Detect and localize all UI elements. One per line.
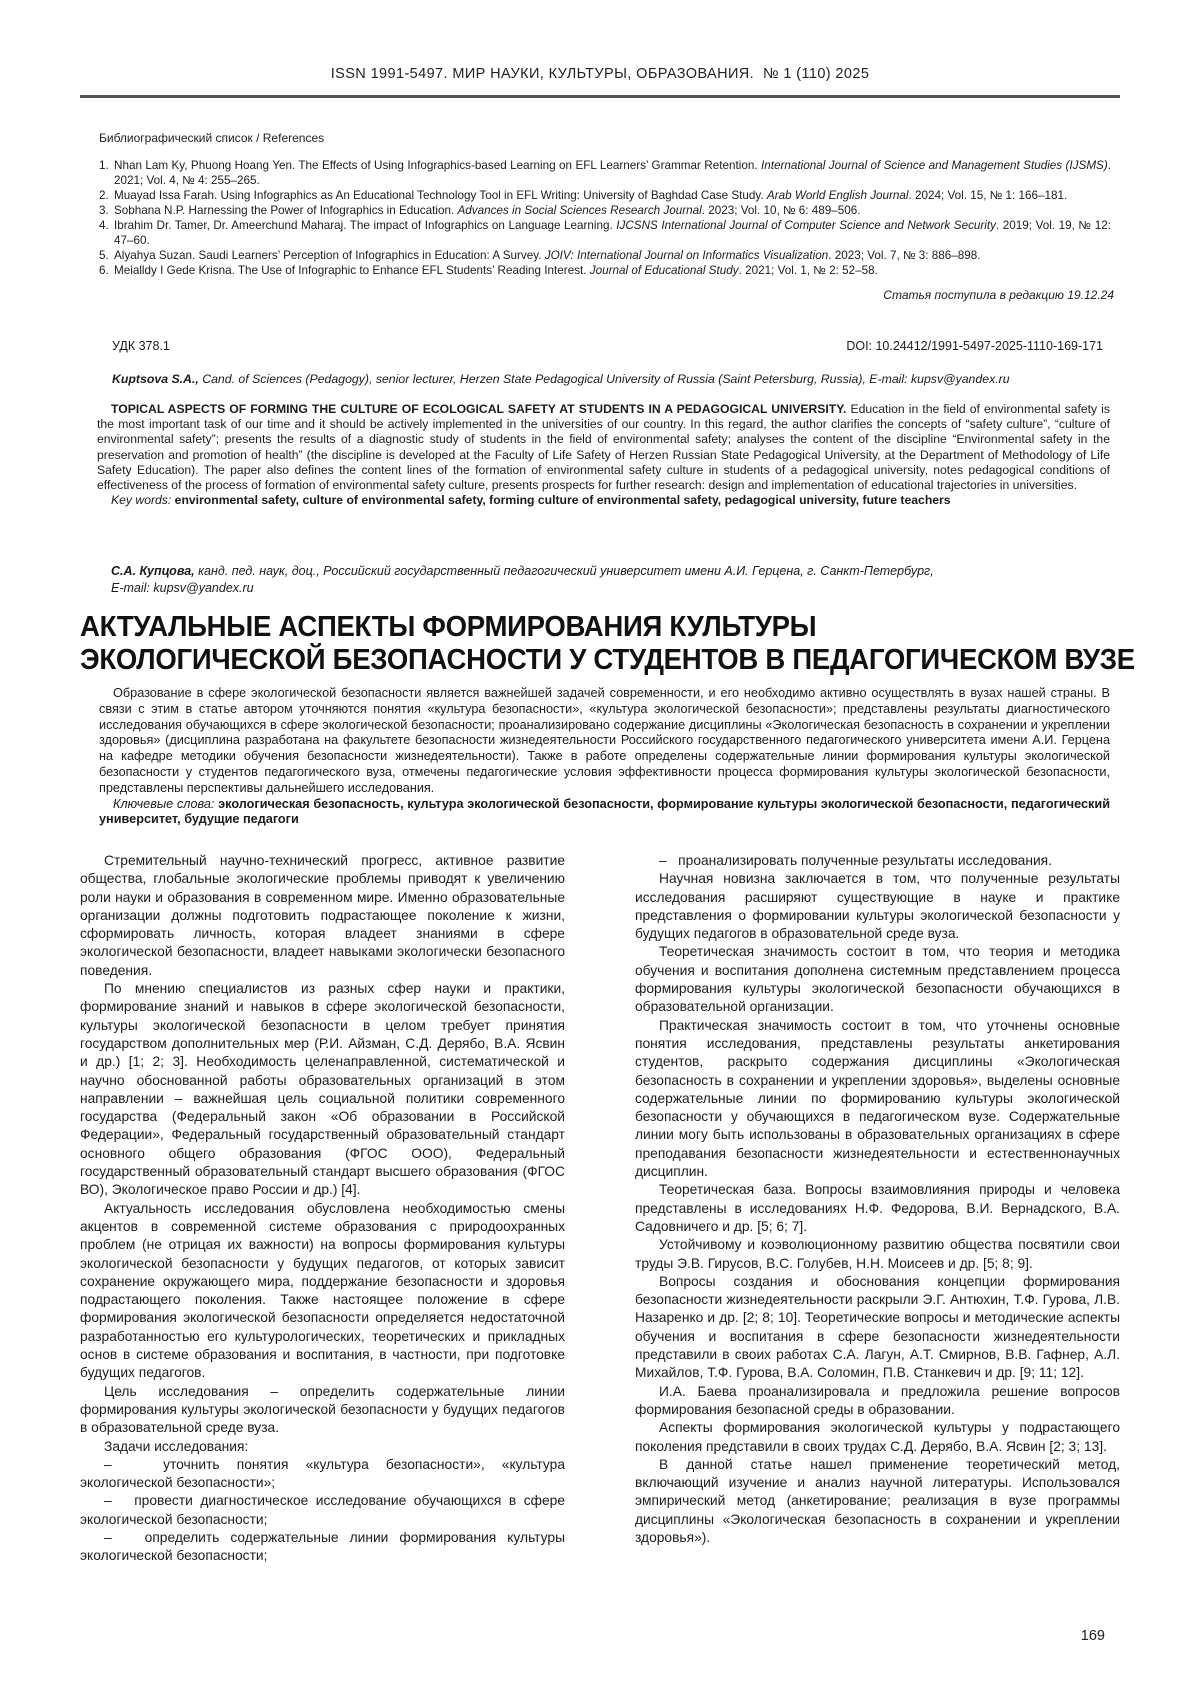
reference-text: Meialldy I Gede Krisna. The Use of Infographic to Enhance EFL Students’ Reading Interest. [114,264,590,277]
received-date: Статья поступила в редакцию 19.12.24 [883,288,1114,302]
body-paragraph: – определить содержательные линии формирования культуры экологической безопасности; [80,1529,565,1564]
reference-number: 1. [99,159,109,172]
reference-item [99,218,1111,248]
header-divider [80,95,1120,98]
reference-item [99,248,1111,263]
author-en-affiliation: Cand. of Sciences (Pedagogy), senior lecturer, Herzen State Pedagogical University of Russia (Saint Petersburg, Russia), E-mail: kupsv@yandex.ru [202,372,1010,386]
abstract-en-text: Education in the field of environmental safety is the most important task of our time and it should be actively implemented in the universities of our country. In this regard, the author clarifies the concepts of “safety culture”, “culture of environmental safety”; presents the results of a diagnostic study of students in the field of environmental safety; analyses the content of the discipline “Environmental safety in the preservation and promotion of health” (the discipline is developed at the Faculty of Life Safety of Herzen Russian State Pedagogical University, at the Department of Methodology of Life Safety Education). The paper also defines the content lines of the formation of environmental safety culture in students of a pedagogical university, notes pedagogical conditions of effectiveness of the process of formation of environmental safety culture, presents prospects for further research: design and implementation of educational trajectories in universities. [97,402,1110,493]
body-paragraph: – провести диагностическое исследование обучающихся в сфере экологической безопасности; [80,1493,565,1527]
keywords-en-label: Key words: [111,493,175,508]
page-number: 169 [1080,1628,1105,1644]
article-title-ru-line2: ЭКОЛОГИЧЕСКОЙ БЕЗОПАСНОСТИ У СТУДЕНТОВ В ПЕДАГОГИЧЕСКОМ ВУЗЕ [80,644,1135,676]
author-ru-line1 [111,563,1111,580]
article-title-ru [80,611,1160,677]
references-list [99,158,1111,278]
doi: DOI: 10.24412/1991-5497-2025-1110-169-171 [846,339,1103,353]
reference-item [99,263,1111,278]
reference-text: Ibrahim Dr. Tamer, Dr. Ameerchund Maharaj. The impact of Infographics on Language Learning. [114,219,617,232]
author-en-name: Kuptsova S.A., [112,372,203,386]
meta-row [112,339,1103,353]
keywords-ru-line [99,797,1110,829]
body-paragraph: Теоретическая база. Вопросы взаимовлияния природы и человека представлены в исследованиях Н.Ф. Федорова, В.И. Вернадского, В.А. Садовничего и др. [5; 6; 7]. [635,1182,1120,1234]
body-paragraph: Практическая значимость состоит в том, что уточнены основные понятия исследования, представлены результаты анкетирования студентов, раскрыто содержания дисциплины «Экологическая безопасность в сохранении и укреплении здоровья», выделены основные содержательные линии по формированию культуры экологической безопасности у обучающихся в педагогическом вузе. Содержательные линии могу быть использованы в образовательных организациях в сфере преподавания безопасности жизнедеятельности и естественнонаучных дисциплин. [635,1017,1120,1180]
keywords-ru: экологическая безопасность, культура экологической безопасности, формирование культуры экологической безопасности, педагогический университет, будущие педагоги [99,796,1110,827]
article-title-ru-line1: АКТУАЛЬНЫЕ АСПЕКТЫ ФОРМИРОВАНИЯ КУЛЬТУРЫ [80,611,817,643]
body-paragraph: – уточнить понятия «культура безопасности», «культура экологической безопасности»; [80,1456,565,1491]
reference-item [99,203,1111,218]
body-paragraph: Цель исследования – определить содержательные линии формирования культуры экологической безопасности у будущих педагогов в образовательной среде вуза. [80,1383,565,1436]
body-paragraph: Аспекты формирования экологической культуры у подрастающего поколения представили в своих трудах С.Д. Дерябо, В.А. Ясвин [2; 3; 13]. [635,1420,1120,1454]
author-ru-email: E-mail: kupsv@yandex.ru [111,580,254,595]
reference-journal: JOIV: International Journal on Informatics Visualization [544,249,829,262]
article-body [80,852,1120,1566]
reference-journal: Arab World English Journal [766,189,909,202]
reference-text: Alyahya Suzan. Saudi Learners’ Perception of Infographics in Education: A Survey. [114,249,545,262]
body-paragraph: Устойчивому и коэволюционному развитию общества посвятили свои труды Э.В. Гирусов, В.С. Голубев, Н.Н. Моисеев и др. [5; 8; 9]. [635,1237,1120,1271]
body-left-column [80,852,565,1566]
body-paragraph: И.А. Баева проанализировала и предложила решение вопросов формирования безопасной среды в образовании. [635,1383,1120,1417]
reference-text: Nhan Lam Ky, Phuong Hoang Yen. The Effects of Using Infographics-based Learning on EFL Learners’ Grammar Retention. [114,159,761,172]
reference-journal: Journal of Educational Study [589,264,739,277]
body-paragraph: – проанализировать полученные результаты исследования. [659,853,1052,868]
reference-number: 2. [99,189,109,202]
reference-text: . 2023; Vol. 10, № 6: 489–506. [701,204,861,217]
reference-number: 5. [99,249,109,262]
reference-text: . 2019; Vol. 19, № 12: 47–60. [114,219,1111,247]
author-en [112,372,1112,386]
body-paragraph: По мнению специалистов из разных сфер науки и практики, формирование знаний и навыков в сфере экологической безопасности, культуры экологической безопасности в целом требует принятия государством дополнительных мер (Р.И. Айзман, С.Д. Дерябо, В.А. Ясвин и др.) [1; 2; 3]. Необходимость целенаправленной, систематической и научно обоснованной работы образовательных организаций в этом направлении – важнейшая цель социальной политики современного государства (Федеральный закон «Об образовании в Российской Федерации», Федеральный государственный образовательный стандарт основного общего образования (ФГОС ООО), Федеральный государственный образовательный стандарт высшего образования (ФГОС ВО), Экологическое право России и др.) [4]. [80,981,565,1198]
author-ru-name: С.А. Купцова, [111,564,199,578]
abstract-ru-block [99,686,1110,828]
body-paragraph: Актуальность исследования обусловлена необходимостью смены акцентов в современной системе образования с природоохранных проблем (не отрицая их важности) на вопросы формирования культуры экологической безопасности у будущих педагогов, от которых зависит сохранение окружающего мира, поддержание безопасности и здоровья подрастающего поколения. Также настоящее положение в сфере формирования экологической безопасности определяется недостаточной разработанностью его культурологических, теоретических и прикладных основ в системе образования и воспитания, в частности, при подготовке будущих педагогов. [80,1200,565,1381]
reference-number: 4. [99,219,109,232]
body-paragraph: В данной статье нашел применение теоретический метод, включающий изучение и анализ научной литературы. Использовался эмпирический метод (анкетирование; реализация в вузе программы дисциплины «Экологическая безопасность в сохранении и укреплении здоровья»). [635,1456,1120,1545]
reference-text: . 2024; Vol. 15, № 1: 166–181. [908,189,1068,202]
body-paragraph: Теоретическая значимость состоит в том, что теория и методика обучения и воспитания дополнена системным представлением процесса формирования культуры экологической безопасности обучающихся в образовательной организации. [635,944,1120,1015]
reference-item [99,158,1111,188]
reference-text: Muayad Issa Farah. Using Infographics as An Educational Technology Tool in EFL Writing: University of Baghdad Case Study. [114,189,767,202]
keywords-ru-label: Ключевые слова: [113,796,219,811]
reference-journal: IJCSNS International Journal of Computer Science and Network Security [616,219,996,232]
reference-text: . 2021; Vol. 4, № 4: 255–265. [114,159,1111,187]
reference-journal: Advances in Social Sciences Research Journal [457,204,702,217]
body-paragraph: Задачи исследования: [104,1438,249,1454]
references-heading: Библиографический список / References [99,131,325,145]
journal-header: ISSN 1991-5497. МИР НАУКИ, КУЛЬТУРЫ, ОБРАЗОВАНИЯ. № 1 (110) 2025 [330,66,870,82]
reference-text: . 2023; Vol. 7, № 3: 886–898. [828,249,981,262]
article-title-en: TOPICAL ASPECTS OF FORMING THE CULTURE OF ECOLOGICAL SAFETY AT STUDENTS IN A PEDAGOGICAL UNIVERSITY. [111,402,851,416]
reference-item [99,188,1111,203]
author-ru [111,563,1111,596]
author-ru-affiliation: канд. пед. наук, доц., Российский государственный педагогический университет имени А.И. Герцена, г. Санкт-Петербург, [198,564,934,578]
abstract-ru: Образование в сфере экологической безопасности является важнейшей задачей современности, и его необходимо активно осуществлять в вузах нашей страны. В связи с этим в статье автором уточняются понятия «культура безопасности», «культура экологической безопасности»; представлены результаты диагностического исследования обучающихся в сфере экологической безопасности; проанализировано содержание дисциплины «Экологическая безопасность в сохранении и укреплении здоровья» (дисциплина разработана на факультете безопасности жизнедеятельности Российского государственного педагогического университета имени А.И. Герцена на кафедре методики обучения безопасности жизнедеятельности). Также в работе определены содержательные линии формирования культуры экологической безопасности у студентов педагогического вуза, отмечены педагогические условия эффективности процесса формирования культуры экологической безопасности, представлены перспективы дальнейшего исследования. [99,686,1110,795]
reference-text: Sobhana N.P. Harnessing the Power of Infographics in Education. [114,204,458,217]
body-paragraph: Стремительный научно-технический прогресс, активное развитие общества, глобальные экологические проблемы приводят к увеличению роли науки и образования в современном мире. Именно образовательные организации должны подготовить подрастающее поколение к жизни, сформировать личность, которая владеет знаниями в сфере экологической безопасности, владеет навыками экологически безопасного поведения. [80,853,565,978]
body-right-column [635,852,1120,1566]
reference-journal: International Journal of Science and Management Studies (IJSMS) [761,159,1108,172]
udk-number: УДК 378.1 [112,339,170,353]
abstract-en-block [97,402,1110,508]
reference-text: . 2021; Vol. 1, № 2: 52–58. [738,264,878,277]
reference-number: 6. [99,264,109,277]
body-paragraph: Вопросы создания и обоснования концепции формирования безопасности жизнедеятельности раскрыли Э.Г. Антюхин, Т.Ф. Гурова, Л.В. Назаренко и др. [2; 8; 10]. Теоретические вопросы и методические аспекты обучения и воспитания в сфере безопасности жизнедеятельности представили в своих работах С.А. Лагун, А.Т. Смирнов, В.В. Гафнер, А.Л. Михайлов, Т.Ф. Гурова, В.А. Соломин, П.В. Станкевич и др. [9; 11; 12]. [635,1273,1120,1381]
keywords-en-line [97,493,1110,508]
keywords-en: environmental safety, culture of environmental safety, forming culture of environmental safety, pedagogical university, future teachers [174,493,951,508]
reference-number: 3. [99,204,109,217]
abstract-en [97,402,1110,493]
body-paragraph: Научная новизна заключается в том, что полученные результаты исследования расширяют существующие в науке и практике представления о формировании культуры экологической безопасности у будущих педагогов в образовательной среде вуза. [635,871,1120,942]
